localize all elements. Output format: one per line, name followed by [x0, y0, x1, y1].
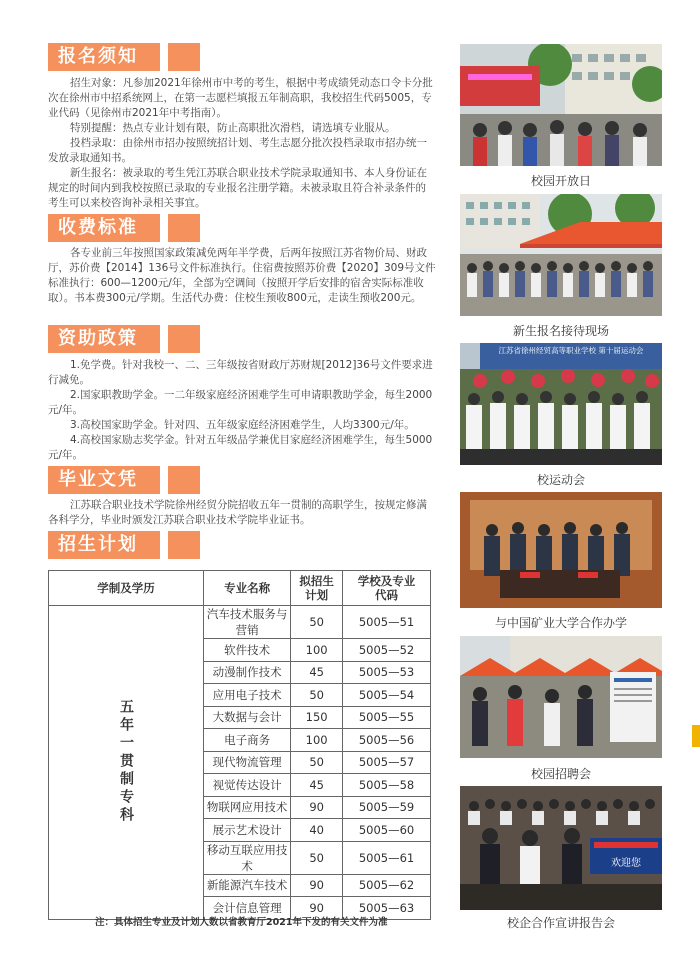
- footnote: 注：具体招生专业及计划人数以省教育厅2021年下发的有关文件为准: [95, 917, 388, 928]
- major-name: 展示艺术设计: [204, 819, 291, 842]
- paragraph: 特别提醒：热点专业计划有限，防止高职批次滑档，请选填专业服从。: [70, 122, 396, 134]
- major-code: 5005—55: [343, 706, 431, 729]
- plan-count: 50: [291, 684, 343, 707]
- paragraph: 新生报名：被录取的考生凭江苏联合职业技术学院录取通知书、本人身份证在规定的时间内到我校按照已录取的专业报名注册学籍。未被录取且符合补录条件的考生可以来校咨询补录相关事宜。: [48, 167, 427, 209]
- section-header-square: [168, 325, 200, 353]
- section-title: 资助政策: [48, 325, 160, 353]
- photo-caption: 与中国矿业大学合作办学: [494, 616, 627, 630]
- signup-text: [48, 76, 436, 211]
- plan-count: 90: [291, 796, 343, 819]
- photo-caption: 校园开放日: [530, 174, 591, 188]
- section-header-square: [168, 531, 200, 559]
- fees-text: [48, 246, 436, 306]
- section-title: 报名须知: [48, 43, 160, 71]
- plan-count: 50: [291, 841, 343, 874]
- major-name: 移动互联应用技术: [204, 841, 291, 874]
- major-code: 5005—59: [343, 796, 431, 819]
- photo-sports-meet: [460, 343, 662, 465]
- plan-count: 50: [291, 606, 343, 639]
- section-header-signup: [48, 43, 200, 71]
- column-header: 学校及专业代码: [343, 571, 431, 606]
- photo-cooperation-signing: [460, 492, 662, 608]
- major-name: 电子商务: [204, 729, 291, 752]
- photo-caption: 校运动会: [536, 473, 585, 487]
- section-header-diploma: [48, 466, 200, 494]
- plan-count: 45: [291, 774, 343, 797]
- paragraph: 4.高校国家励志奖学金。针对五年级品学兼优目家庭经济困难学生，每生5000元/年。: [48, 434, 433, 461]
- major-code: 5005—58: [343, 774, 431, 797]
- major-name: 汽车技术服务与营销: [204, 606, 291, 639]
- paragraph: 投档录取：由徐州市招办按照统招计划、考生志愿分批次投档录取市招办统一发放录取通知书。: [48, 137, 427, 164]
- photo-registration-site: [460, 194, 662, 316]
- column-header: 专业名称: [204, 571, 291, 606]
- column-header: 拟招生计划: [291, 571, 343, 606]
- diploma-text: [48, 498, 436, 528]
- paragraph: 1.免学费。针对我校一、二、三年级按省财政厅苏财规[2012]36号文件要求进行减免。: [48, 359, 433, 386]
- plan-count: 100: [291, 729, 343, 752]
- major-code: 5005—52: [343, 639, 431, 662]
- photo-caption: 校园招聘会: [530, 767, 591, 781]
- plan-count: 90: [291, 897, 343, 920]
- section-title: 毕业文凭: [48, 466, 160, 494]
- paragraph: 2.国家职教助学金。一二年级家庭经济困难学生可申请职教助学金，每生2000元/年。: [48, 389, 433, 416]
- photo-job-fair: [460, 636, 662, 758]
- paragraph: 江苏联合职业技术学院徐州经贸分院招收五年一贯制的高职学生，按规定修满各科学分，毕业时颁发江苏联合职业技术学院毕业证书。: [48, 499, 427, 526]
- major-name: 大数据与会计: [204, 706, 291, 729]
- section-header-plan: [48, 531, 200, 559]
- plan-count: 150: [291, 706, 343, 729]
- program-group-cell: 五年一贯制专科: [49, 606, 204, 920]
- major-code: 5005—62: [343, 874, 431, 897]
- section-title: 招生计划: [48, 531, 160, 559]
- plan-count: 45: [291, 661, 343, 684]
- welcome-sign-text: 欢迎您: [611, 858, 641, 869]
- major-name: 会计信息管理: [204, 897, 291, 920]
- aid-text: [48, 358, 436, 463]
- major-code: 5005—56: [343, 729, 431, 752]
- enrollment-plan-table: [48, 570, 431, 920]
- side-tab-marker: [692, 725, 700, 747]
- section-header-square: [168, 466, 200, 494]
- photo-cooperation-lecture: [460, 786, 662, 910]
- section-header-aid: [48, 325, 200, 353]
- plan-count: 90: [291, 874, 343, 897]
- major-code: 5005—51: [343, 606, 431, 639]
- section-header-fees: [48, 214, 200, 242]
- sports-banner-text: 江苏省徐州经贸高等职业学校 第十届运动会: [498, 346, 644, 355]
- major-name: 软件技术: [204, 639, 291, 662]
- major-code: 5005—53: [343, 661, 431, 684]
- plan-count: 50: [291, 751, 343, 774]
- photo-caption: 新生报名接待现场: [512, 324, 609, 338]
- major-code: 5005—60: [343, 819, 431, 842]
- major-name: 动漫制作技术: [204, 661, 291, 684]
- table-row: [49, 606, 431, 639]
- paragraph: 招生对象：凡参加2021年徐州市中考的考生，根据中考成绩凭动态口令卡分批次在徐州市中招系统网上，在第一志愿栏填报五年制高职，我校招生代码5005，专业代码（见徐州市2021年中考指南）。: [48, 77, 433, 119]
- major-code: 5005—61: [343, 841, 431, 874]
- photo-caption: 校企合作宣讲报告会: [506, 916, 615, 930]
- major-code: 5005—57: [343, 751, 431, 774]
- plan-count: 40: [291, 819, 343, 842]
- plan-count: 100: [291, 639, 343, 662]
- major-name: 物联网应用技术: [204, 796, 291, 819]
- table-header-row: [49, 571, 431, 606]
- major-code: 5005—63: [343, 897, 431, 920]
- photo-campus-open-day: [460, 44, 662, 166]
- major-name: 视觉传达设计: [204, 774, 291, 797]
- paragraph: 3.高校国家助学金。针对四、五年级家庭经济困难学生，人均3300元/年。: [70, 419, 415, 431]
- column-header: 学制及学历: [49, 571, 204, 606]
- major-name: 新能源汽车技术: [204, 874, 291, 897]
- major-code: 5005—54: [343, 684, 431, 707]
- section-header-square: [168, 214, 200, 242]
- major-name: 现代物流管理: [204, 751, 291, 774]
- section-title: 收费标准: [48, 214, 160, 242]
- paragraph: 各专业前三年按照国家政策减免两年半学费，后两年按照江苏省物价局、财政厅，苏价费【2014】136号文件标准执行。住宿费按照苏价费【2020】309号文件标准执行：600—1200元/年，全部为空调间（按照开学后安排的宿舍实际标准收取）。书本费300元/学期。生活代办费：住校生预收800元，走读生预收200元。: [48, 247, 436, 304]
- major-name: 应用电子技术: [204, 684, 291, 707]
- section-header-square: [168, 43, 200, 71]
